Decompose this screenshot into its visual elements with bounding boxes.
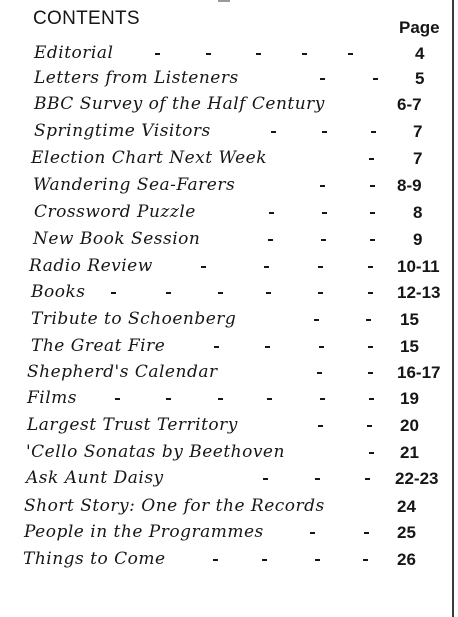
entry-page-number: 15 <box>400 337 419 356</box>
leader-dash <box>373 78 378 80</box>
entry-page-number: 10-11 <box>397 257 440 276</box>
contents-entry <box>0 94 458 120</box>
leader-dash <box>315 478 320 480</box>
entry-title: Letters from Listeners <box>34 68 239 88</box>
dash-leader <box>0 256 458 282</box>
leader-dash <box>366 319 371 321</box>
leader-dash <box>321 239 326 241</box>
entry-title: The Great Fire <box>31 336 166 356</box>
entry-title: Things to Come <box>23 549 166 569</box>
entry-title: Ask Aunt Daisy <box>26 468 164 488</box>
entry-title: Radio Review <box>29 256 153 276</box>
entry-title: Wandering Sea-Farers <box>33 175 236 195</box>
leader-dash <box>310 532 315 534</box>
leader-dash <box>363 559 368 561</box>
leader-dash <box>271 131 276 133</box>
entry-title: People in the Programmes <box>24 522 264 542</box>
entry-page-number: 8 <box>413 203 423 222</box>
entry-title: Election Chart Next Week <box>31 148 268 168</box>
entry-title: BBC Survey of the Half Century <box>34 94 325 114</box>
leader-dash <box>218 292 223 294</box>
entry-page-number: 15 <box>400 310 419 329</box>
entry-title: Short Story: One for the Records <box>24 496 325 516</box>
leader-dash <box>269 212 274 214</box>
contents-entry <box>0 148 458 174</box>
leader-dash <box>262 559 267 561</box>
entry-page-number: 22-23 <box>395 469 439 488</box>
leader-dash <box>268 239 273 241</box>
leader-dash <box>367 425 372 427</box>
entry-page-number: 6-7 <box>397 95 422 114</box>
dash-leader <box>0 229 458 255</box>
leader-dash <box>370 185 375 187</box>
dash-leader <box>0 362 458 388</box>
dash-leader <box>0 468 458 494</box>
contents-entry <box>0 388 458 414</box>
contents-heading: CONTENTS <box>33 8 140 29</box>
contents-entry <box>0 549 458 575</box>
dash-leader <box>0 43 458 69</box>
entry-page-number: 21 <box>400 443 419 462</box>
dash-leader <box>0 121 458 147</box>
entry-page-number: 7 <box>413 122 423 141</box>
leader-dash <box>111 292 116 294</box>
dash-leader <box>0 415 458 441</box>
entry-title: Films <box>27 388 78 408</box>
leader-dash <box>265 346 270 348</box>
contents-entry <box>0 282 458 308</box>
leader-dash <box>218 398 223 400</box>
entry-page-number: 8-9 <box>397 176 422 195</box>
dash-leader <box>0 68 458 94</box>
leader-dash <box>267 398 272 400</box>
leader-dash <box>213 559 218 561</box>
leader-dash <box>365 478 370 480</box>
entry-title: Books <box>31 282 86 302</box>
leader-dash <box>320 398 325 400</box>
dash-leader <box>0 309 458 335</box>
leader-dash <box>115 398 120 400</box>
entry-title: 'Cello Sonatas by Beethoven <box>26 442 285 462</box>
leader-dash <box>368 346 373 348</box>
entry-page-number: 4 <box>415 44 425 63</box>
leader-dash <box>317 372 322 374</box>
contents-entry <box>0 309 458 335</box>
leader-dash <box>322 131 327 133</box>
entry-page-number: 19 <box>400 389 419 408</box>
contents-entry <box>0 121 458 147</box>
contents-entry <box>0 43 458 69</box>
leader-dash <box>214 346 219 348</box>
dash-leader <box>0 94 458 120</box>
leader-dash <box>369 452 374 454</box>
entry-title: Shepherd's Calendar <box>27 362 218 382</box>
leader-dash <box>368 372 373 374</box>
leader-dash <box>314 319 319 321</box>
leader-dash <box>318 266 323 268</box>
leader-dash <box>315 559 320 561</box>
leader-dash <box>320 185 325 187</box>
contents-entry <box>0 442 458 468</box>
contents-entry <box>0 68 458 94</box>
contents-entry <box>0 175 458 201</box>
entry-page-number: 12-13 <box>397 283 441 302</box>
contents-entry <box>0 362 458 388</box>
entry-page-number: 25 <box>397 523 416 542</box>
dash-leader <box>0 202 458 228</box>
leader-dash <box>368 292 373 294</box>
contents-entry <box>0 229 458 255</box>
contents-entry <box>0 256 458 282</box>
leader-dash <box>166 398 171 400</box>
entry-page-number: 16-17 <box>397 363 441 382</box>
leader-dash <box>264 266 269 268</box>
leader-dash <box>368 266 373 268</box>
dash-leader <box>0 549 458 575</box>
leader-dash <box>364 532 369 534</box>
contents-entry <box>0 202 458 228</box>
entry-title: Tribute to Schoenberg <box>31 309 237 329</box>
entry-title: Largest Trust Territory <box>27 415 238 435</box>
dash-leader <box>0 282 458 308</box>
leader-dash <box>370 239 375 241</box>
leader-dash <box>155 53 160 55</box>
dash-leader <box>0 175 458 201</box>
leader-dash <box>318 425 323 427</box>
contents-entry <box>0 415 458 441</box>
leader-dash <box>266 292 271 294</box>
entry-page-number: 9 <box>413 230 423 249</box>
leader-dash <box>322 212 327 214</box>
leader-dash <box>318 292 323 294</box>
leader-dash <box>206 53 211 55</box>
leader-dash <box>370 212 375 214</box>
dash-leader <box>0 388 458 414</box>
dash-leader <box>0 522 458 548</box>
contents-entry <box>0 522 458 548</box>
contents-entry <box>0 336 458 362</box>
leader-dash <box>348 53 353 55</box>
leader-dash <box>371 131 376 133</box>
entry-title: New Book Session <box>33 229 201 249</box>
entry-page-number: 20 <box>400 416 419 435</box>
leader-dash <box>263 478 268 480</box>
entry-title: Editorial <box>34 43 114 63</box>
entry-page-number: 5 <box>415 69 425 88</box>
entry-page-number: 24 <box>397 497 416 516</box>
leader-dash <box>320 78 325 80</box>
dash-leader <box>0 336 458 362</box>
leader-dash <box>369 158 374 160</box>
contents-entry <box>0 468 458 494</box>
leader-dash <box>302 53 307 55</box>
leader-dash <box>166 292 171 294</box>
leader-dash <box>369 398 374 400</box>
entry-title: Springtime Visitors <box>34 121 211 141</box>
leader-dash <box>319 346 324 348</box>
entry-page-number: 7 <box>413 149 423 168</box>
dash-leader <box>0 148 458 174</box>
leader-dash <box>201 266 206 268</box>
entry-page-number: 26 <box>397 550 416 569</box>
dash-leader <box>0 496 458 522</box>
leader-dash <box>256 53 261 55</box>
entry-title: Crossword Puzzle <box>34 202 196 222</box>
dash-leader <box>0 442 458 468</box>
contents-entry <box>0 496 458 522</box>
page-column-heading: Page <box>399 18 440 37</box>
